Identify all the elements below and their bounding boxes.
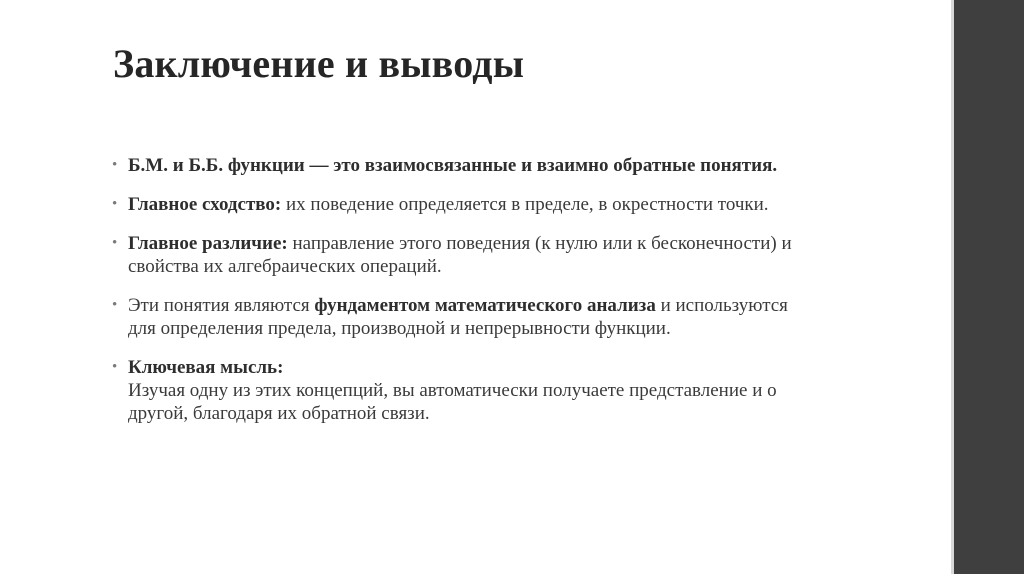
bullet-item-3 bbox=[112, 232, 808, 278]
bullet-5-text: Изучая одну из этих концепций, вы автоматически получаете представление и о другой, благодаря их обратной связи. bbox=[128, 380, 777, 424]
bullet-icon: • bbox=[112, 359, 118, 375]
bullet-4-post: и используются для определения предела, производной и непрерывности функции. bbox=[128, 295, 788, 339]
bullet-icon: • bbox=[112, 297, 118, 313]
bullet-3-bold: Главное различие: bbox=[128, 233, 288, 254]
bullet-4-bold: фундаментом математического анализа bbox=[314, 295, 656, 316]
bullet-item-5 bbox=[112, 356, 808, 425]
bullet-4-pre: Эти понятия являются bbox=[128, 295, 315, 316]
slide-title: Заключение и выводы bbox=[113, 41, 525, 86]
bullet-1-bold: Б.М. и Б.Б. функции — это взаимосвязанные и взаимно обратные понятия. bbox=[128, 155, 778, 176]
bullet-2-text: их поведение определяется в пределе, в окрестности точки. bbox=[281, 194, 769, 215]
side-panel bbox=[954, 0, 1024, 574]
bullet-3-text: направление этого поведения (к нулю или к бесконечности) и свойства их алгебраических операций. bbox=[128, 233, 792, 277]
bullet-item-2 bbox=[112, 193, 808, 216]
bullet-5-bold: Ключевая мысль: bbox=[128, 357, 284, 378]
bullet-item-4 bbox=[112, 294, 808, 340]
bullet-icon: • bbox=[112, 196, 118, 212]
bullet-icon: • bbox=[112, 235, 118, 251]
bullet-list bbox=[112, 154, 808, 441]
bullet-item-1 bbox=[112, 154, 808, 177]
bullet-icon: • bbox=[112, 157, 118, 173]
bullet-2-bold: Главное сходство: bbox=[128, 194, 282, 215]
